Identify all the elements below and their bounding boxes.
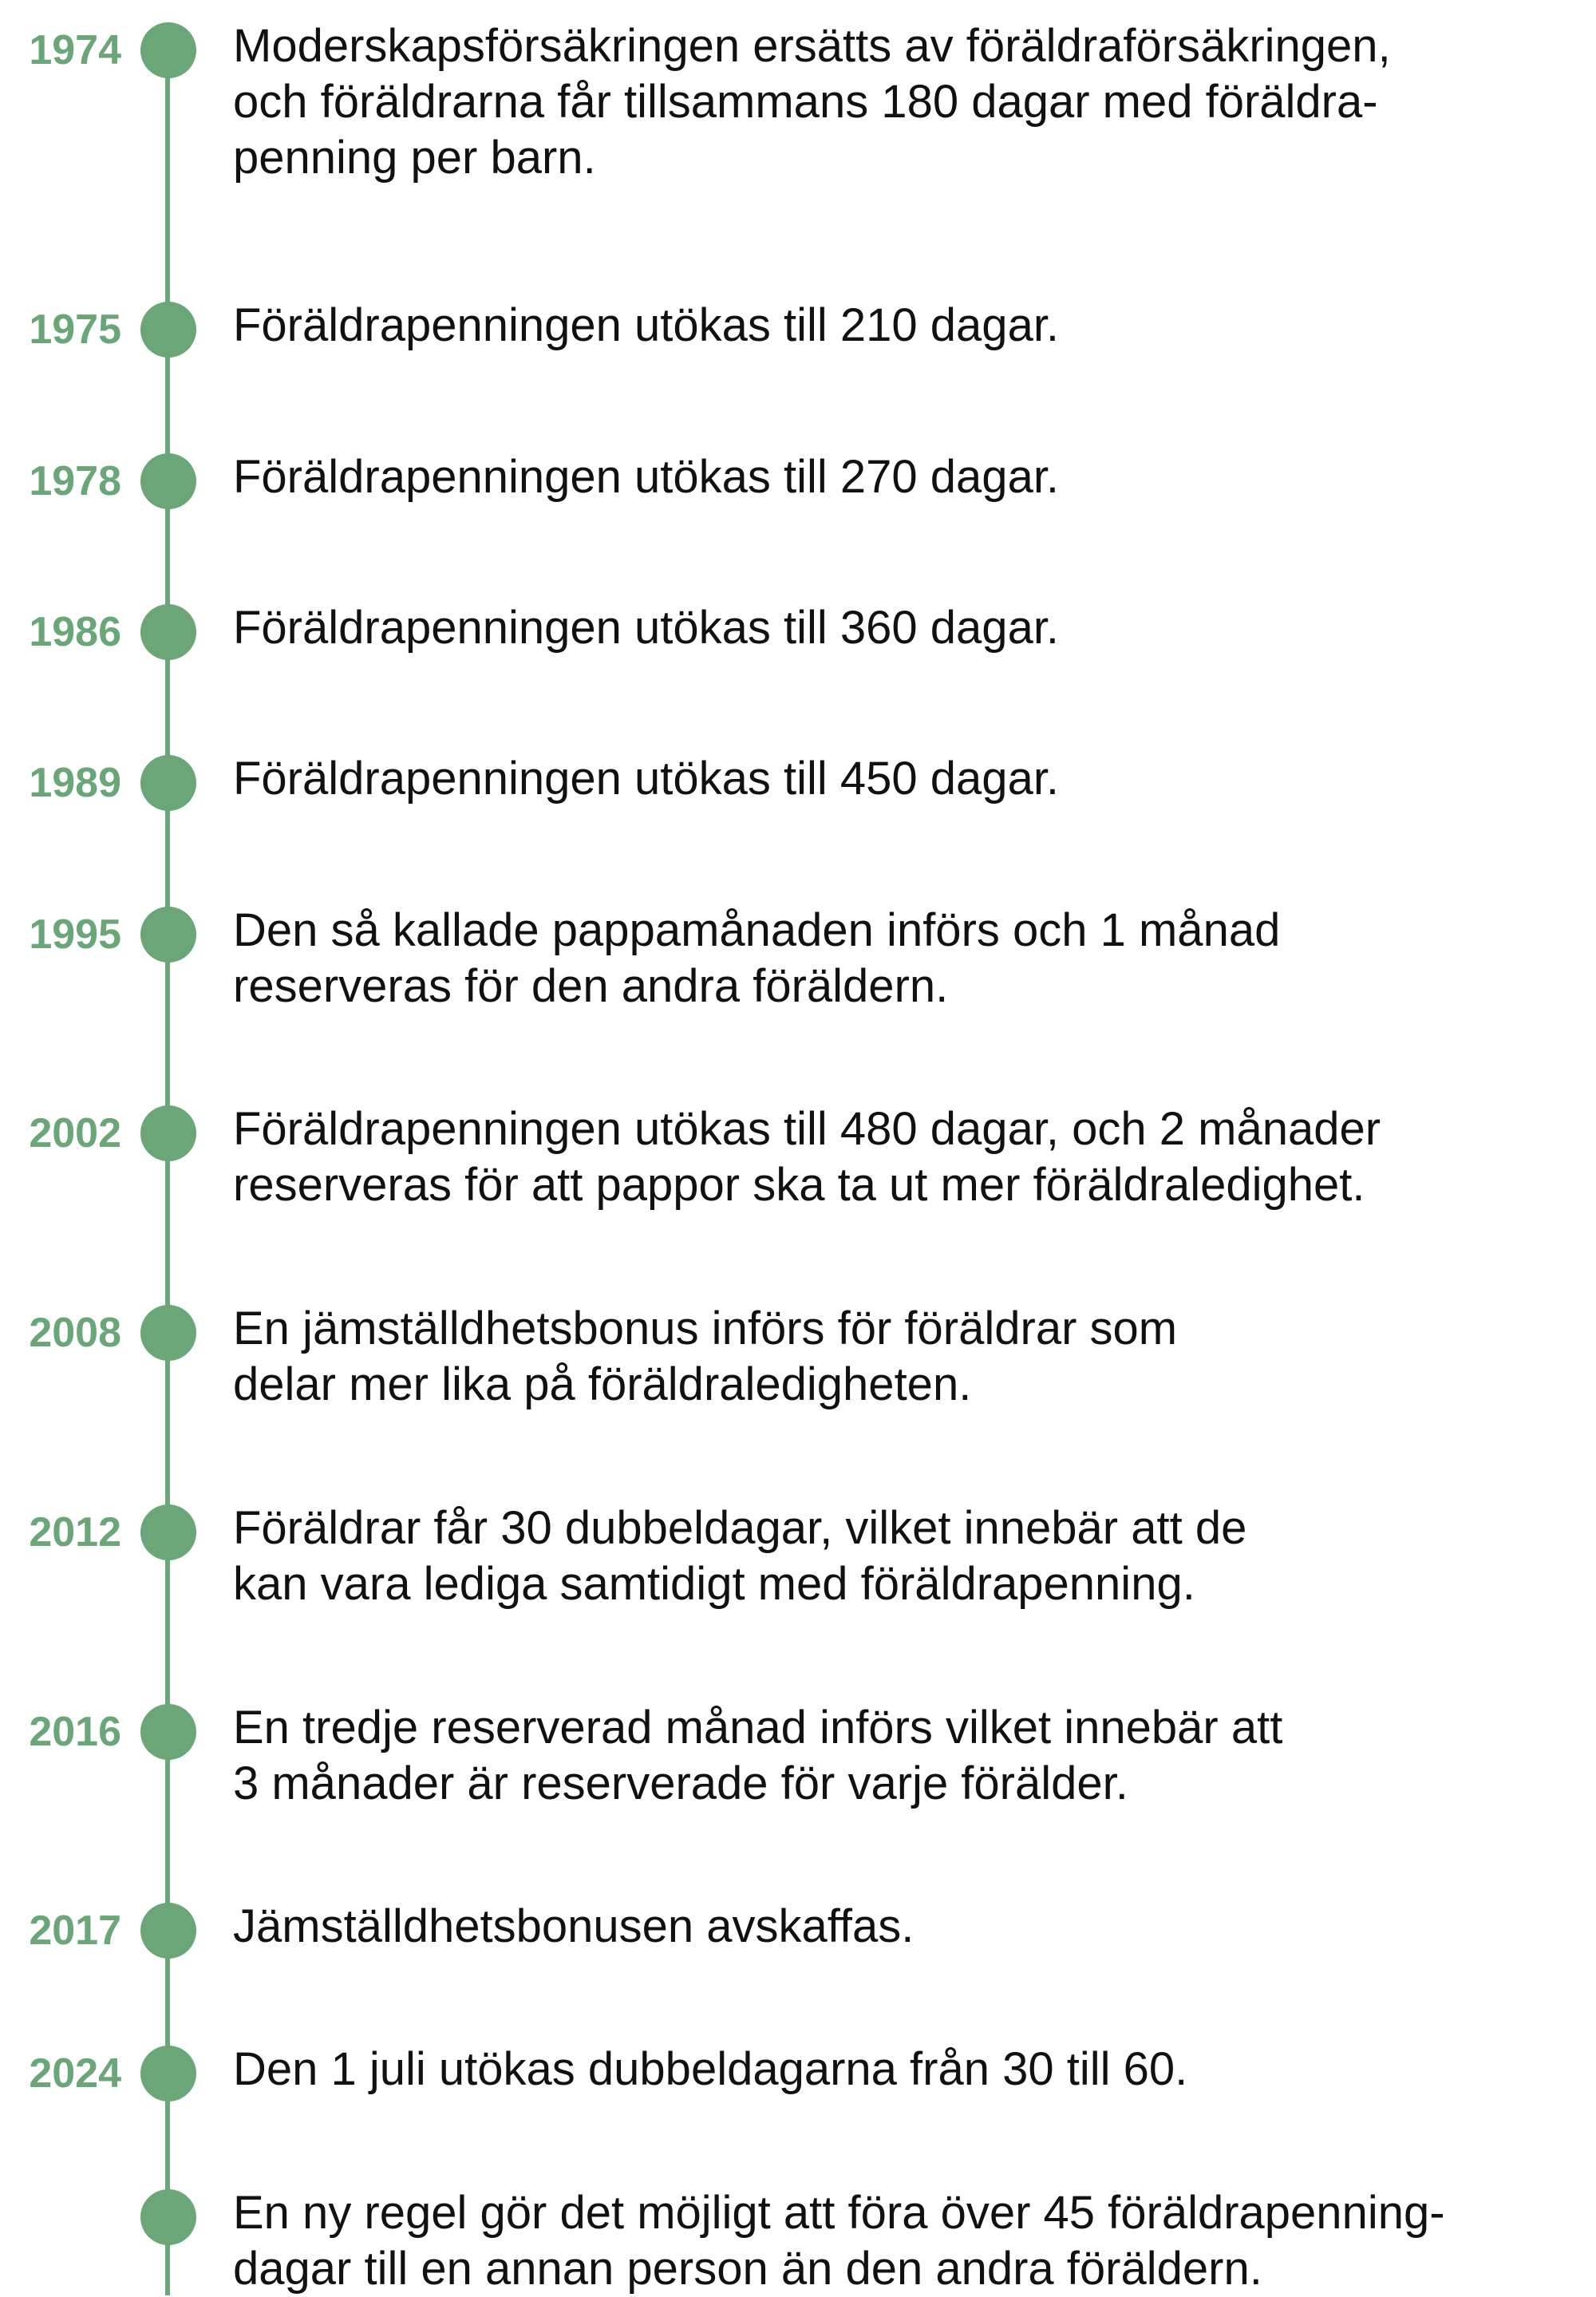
event-year: 1989 — [29, 760, 121, 806]
event-text: En jämställdhetsbonus införs för föräldrar som delar mer lika på föräldraledigheten. — [233, 1303, 1178, 1410]
event-year: 2002 — [29, 1110, 121, 1156]
event-year: 2012 — [29, 1509, 121, 1556]
timeline-dot-icon — [140, 604, 196, 660]
timeline-dot-icon — [140, 2046, 196, 2101]
event-year: 1978 — [29, 458, 121, 504]
event-year: 1995 — [29, 911, 121, 958]
event-text: Föräldrar får 30 dubbeldagar, vilket innebär att de kan vara lediga samtidigt med föräldrapenning. — [233, 1502, 1247, 1610]
timeline-dot-icon — [140, 453, 196, 509]
event-text: Föräldrapenningen utökas till 480 dagar, och 2 månader reserveras för att pappor ska ta ut mer föräldraledighet. — [233, 1103, 1381, 1211]
event-year: 2016 — [29, 1709, 121, 1755]
event-year: 2017 — [29, 1908, 121, 1954]
event-text: Jämställdhetsbonusen avskaffas. — [233, 1900, 915, 1952]
event-text: Föräldrapenningen utökas till 360 dagar. — [233, 602, 1060, 654]
timeline-dot-icon — [140, 22, 196, 78]
timeline-dot-icon — [140, 755, 196, 811]
event-text: Föräldrapenningen utökas till 450 dagar. — [233, 753, 1060, 805]
event-text: Föräldrapenningen utökas till 270 dagar. — [233, 451, 1060, 503]
event-year: 1975 — [29, 306, 121, 353]
timeline-dot-icon — [140, 1305, 196, 1361]
timeline-dot-icon — [140, 2189, 196, 2245]
event-text: En ny regel gör det möjligt att föra över 45 föräldrapenning- dagar till en annan person än den andra föräldern. — [233, 2187, 1445, 2295]
event-text: Moderskapsförsäkringen ersätts av föräldraförsäkringen, och föräldrarna får tillsammans 180 dagar med föräldra- penning per barn. — [233, 20, 1391, 184]
event-text: En tredje reserverad månad införs vilket innebär att 3 månader är reserverade för varje förälder. — [233, 1702, 1283, 1809]
event-text: Den så kallade pappamånaden införs och 1 månad reserveras för den andra föräldern. — [233, 904, 1281, 1012]
event-year: 2008 — [29, 1310, 121, 1356]
event-year: 1974 — [29, 27, 121, 73]
timeline-dot-icon — [140, 302, 196, 358]
timeline-dot-icon — [140, 1903, 196, 1959]
timeline-dot-icon — [140, 1704, 196, 1760]
event-year: 1986 — [29, 609, 121, 655]
timeline-dot-icon — [140, 907, 196, 963]
event-text: Föräldrapenningen utökas till 210 dagar. — [233, 299, 1060, 351]
timeline-dot-icon — [140, 1504, 196, 1560]
event-year: 2024 — [29, 2050, 121, 2097]
event-text: Den 1 juli utökas dubbeldagarna från 30 till 60. — [233, 2043, 1188, 2095]
timeline-dot-icon — [140, 1105, 196, 1161]
